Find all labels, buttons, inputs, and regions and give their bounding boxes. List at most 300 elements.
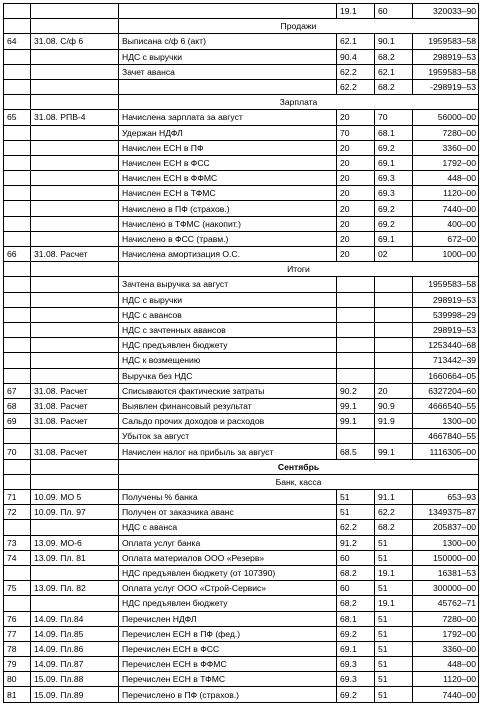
credit-account: 19.1 bbox=[375, 565, 413, 580]
journal-entry-row bbox=[4, 171, 479, 186]
entry-description: Выявлен финансовый результат bbox=[119, 398, 337, 413]
entry-amount: 713442–39 bbox=[413, 353, 479, 368]
entry-description: НДС предъявлен бюджету (от 107390) bbox=[119, 565, 337, 580]
entry-amount: 150000–00 bbox=[413, 550, 479, 565]
entry-amount: 1300–00 bbox=[413, 535, 479, 550]
entry-amount: 672–00 bbox=[413, 231, 479, 246]
entry-description: НДС с авансов bbox=[119, 307, 337, 322]
entry-description: Списываются фактические затраты bbox=[119, 383, 337, 398]
section-title: Зарплата bbox=[119, 95, 479, 110]
journal-entry-row bbox=[4, 64, 479, 79]
debit-account: 62.1 bbox=[337, 34, 375, 49]
entry-amount: 1120–00 bbox=[413, 672, 479, 687]
journal-entry-row bbox=[4, 353, 479, 368]
date-doc-cell bbox=[31, 19, 119, 34]
entry-description: НДС с выручки bbox=[119, 49, 337, 64]
section-title: Продажи bbox=[119, 19, 479, 34]
credit-account: 51 bbox=[375, 641, 413, 656]
entry-date-doc bbox=[31, 596, 119, 611]
entry-date-doc: 10.09. Пл. 97 bbox=[31, 505, 119, 520]
entry-date-doc bbox=[31, 125, 119, 140]
entry-description: Удержан НДФЛ bbox=[119, 125, 337, 140]
debit-account: 51 bbox=[337, 490, 375, 505]
debit-account: 60 bbox=[337, 581, 375, 596]
credit-account: 69.1 bbox=[375, 155, 413, 170]
credit-account: 90.9 bbox=[375, 398, 413, 413]
entry-description: НДС предъявлен бюджету bbox=[119, 596, 337, 611]
entry-number: 80 bbox=[4, 672, 31, 687]
journal-entry-row bbox=[4, 687, 479, 702]
entry-description: Начислен ЕСН в ФСС bbox=[119, 155, 337, 170]
credit-account: 91.1 bbox=[375, 490, 413, 505]
journal-entry-row bbox=[4, 368, 479, 383]
credit-account bbox=[375, 429, 413, 444]
entry-number: 78 bbox=[4, 641, 31, 656]
entry-number bbox=[4, 216, 31, 231]
entry-number bbox=[4, 565, 31, 580]
entry-number bbox=[4, 231, 31, 246]
entry-date-doc bbox=[31, 201, 119, 216]
entry-description: Оплата услуг банка bbox=[119, 535, 337, 550]
entry-number bbox=[4, 429, 31, 444]
entry-number bbox=[4, 4, 31, 19]
entry-amount: 1959583–58 bbox=[413, 34, 479, 49]
debit-account bbox=[337, 307, 375, 322]
debit-account: 20 bbox=[337, 110, 375, 125]
credit-account: 60 bbox=[375, 4, 413, 19]
debit-account: 68.2 bbox=[337, 596, 375, 611]
entry-date-doc bbox=[31, 292, 119, 307]
entry-date-doc: 31.08. С/ф 6 bbox=[31, 34, 119, 49]
credit-account: 51 bbox=[375, 657, 413, 672]
entry-date-doc bbox=[31, 429, 119, 444]
credit-account: 19.1 bbox=[375, 596, 413, 611]
debit-account: 69.2 bbox=[337, 626, 375, 641]
journal-entry-row bbox=[4, 596, 479, 611]
entry-amount: 7280–00 bbox=[413, 611, 479, 626]
debit-account bbox=[337, 338, 375, 353]
entry-description: Начислено в ФСС (травм.) bbox=[119, 231, 337, 246]
entry-date-doc bbox=[31, 520, 119, 535]
entry-amount: 400–00 bbox=[413, 216, 479, 231]
entry-date-doc bbox=[31, 79, 119, 94]
date-doc-cell bbox=[31, 459, 119, 474]
journal-entry-row bbox=[4, 641, 479, 656]
entry-number: 71 bbox=[4, 490, 31, 505]
debit-account: 51 bbox=[337, 505, 375, 520]
entry-number bbox=[4, 520, 31, 535]
journal-entry-row bbox=[4, 657, 479, 672]
journal-entry-row bbox=[4, 140, 479, 155]
entry-date-doc bbox=[31, 216, 119, 231]
entry-date-doc: 14.09. Пл.84 bbox=[31, 611, 119, 626]
credit-account: 51 bbox=[375, 581, 413, 596]
entry-date-doc bbox=[31, 4, 119, 19]
entry-amount: 1000–00 bbox=[413, 247, 479, 262]
entry-description: НДС предъявлен бюджету bbox=[119, 338, 337, 353]
journal-entry-row bbox=[4, 186, 479, 201]
num-cell bbox=[4, 262, 31, 277]
entry-amount: 56000–00 bbox=[413, 110, 479, 125]
section-header-row bbox=[4, 262, 479, 277]
entry-description: Оплата материалов ООО «Резерв» bbox=[119, 550, 337, 565]
entry-date-doc bbox=[31, 49, 119, 64]
credit-account: 20 bbox=[375, 383, 413, 398]
journal-entry-row bbox=[4, 231, 479, 246]
entry-amount: 1959583–58 bbox=[413, 64, 479, 79]
entry-amount: 3360–00 bbox=[413, 140, 479, 155]
entry-number bbox=[4, 155, 31, 170]
entry-number: 69 bbox=[4, 414, 31, 429]
entry-description bbox=[119, 79, 337, 94]
entry-description: Начислен ЕСН в ПФ bbox=[119, 140, 337, 155]
num-cell bbox=[4, 459, 31, 474]
credit-account: 51 bbox=[375, 550, 413, 565]
entry-amount: 6327204–60 bbox=[413, 383, 479, 398]
entry-number: 77 bbox=[4, 626, 31, 641]
date-doc-cell bbox=[31, 262, 119, 277]
entry-number bbox=[4, 125, 31, 140]
num-cell bbox=[4, 95, 31, 110]
entry-description: Начислен налог на прибыль за август bbox=[119, 444, 337, 459]
journal-entry-row bbox=[4, 490, 479, 505]
entry-description: Перечислен ЕСН в ТФМС bbox=[119, 672, 337, 687]
entry-date-doc bbox=[31, 277, 119, 292]
debit-account: 90.4 bbox=[337, 49, 375, 64]
ledger-body bbox=[4, 4, 479, 703]
entry-date-doc bbox=[31, 171, 119, 186]
entry-description: Перечислен НДФЛ bbox=[119, 611, 337, 626]
journal-entry-row bbox=[4, 4, 479, 19]
entry-date-doc: 13.09. МО-6 bbox=[31, 535, 119, 550]
entry-number bbox=[4, 171, 31, 186]
entry-amount: 1253440–68 bbox=[413, 338, 479, 353]
entry-amount: -298919–53 bbox=[413, 79, 479, 94]
entry-date-doc: 31.08. Расчет bbox=[31, 398, 119, 413]
entry-description: Сальдо прочих доходов и расходов bbox=[119, 414, 337, 429]
entry-amount: 1300–00 bbox=[413, 414, 479, 429]
entry-description: Перечислено в ПФ (страхов.) bbox=[119, 687, 337, 702]
entry-date-doc bbox=[31, 353, 119, 368]
section-header-row bbox=[4, 459, 479, 474]
credit-account: 99.1 bbox=[375, 444, 413, 459]
entry-amount: 1660664–05 bbox=[413, 368, 479, 383]
journal-entry-row bbox=[4, 550, 479, 565]
section-header-row bbox=[4, 95, 479, 110]
entry-number bbox=[4, 338, 31, 353]
debit-account: 62.2 bbox=[337, 64, 375, 79]
entry-number: 79 bbox=[4, 657, 31, 672]
credit-account: 02 bbox=[375, 247, 413, 262]
entry-description: Оплата услуг ООО «Строй-Сервис» bbox=[119, 581, 337, 596]
entry-description: Начислена амортизация О.С. bbox=[119, 247, 337, 262]
entry-date-doc: 31.08. Расчет bbox=[31, 444, 119, 459]
journal-entry-row bbox=[4, 322, 479, 337]
debit-account: 68.1 bbox=[337, 611, 375, 626]
entry-date-doc bbox=[31, 231, 119, 246]
debit-account: 69.3 bbox=[337, 657, 375, 672]
journal-entry-row bbox=[4, 398, 479, 413]
entry-description: Выручка без НДС bbox=[119, 368, 337, 383]
journal-entry-row bbox=[4, 155, 479, 170]
debit-account: 69.1 bbox=[337, 641, 375, 656]
entry-amount: 3360–00 bbox=[413, 641, 479, 656]
debit-account: 91.2 bbox=[337, 535, 375, 550]
entry-number: 68 bbox=[4, 398, 31, 413]
entry-date-doc: 10.09. МО 5 bbox=[31, 490, 119, 505]
entry-number: 74 bbox=[4, 550, 31, 565]
entry-date-doc bbox=[31, 322, 119, 337]
entry-number bbox=[4, 292, 31, 307]
entry-date-doc: 31.08. РПВ-4 bbox=[31, 110, 119, 125]
debit-account: 99.1 bbox=[337, 398, 375, 413]
entry-description bbox=[119, 4, 337, 19]
credit-account: 70 bbox=[375, 110, 413, 125]
entry-description: Начислен ЕСН в ТФМС bbox=[119, 186, 337, 201]
entry-amount: 7280–00 bbox=[413, 125, 479, 140]
debit-account bbox=[337, 368, 375, 383]
journal-entry-row bbox=[4, 338, 479, 353]
debit-account: 20 bbox=[337, 216, 375, 231]
entry-number: 66 bbox=[4, 247, 31, 262]
entry-description: Получен от заказчика аванс bbox=[119, 505, 337, 520]
num-cell bbox=[4, 19, 31, 34]
entry-date-doc bbox=[31, 64, 119, 79]
entry-amount: 539998–29 bbox=[413, 307, 479, 322]
entry-number bbox=[4, 322, 31, 337]
entry-amount: 1792–00 bbox=[413, 155, 479, 170]
entry-date-doc bbox=[31, 140, 119, 155]
entry-amount: 4667840–55 bbox=[413, 429, 479, 444]
entry-description: НДС с выручки bbox=[119, 292, 337, 307]
credit-account: 51 bbox=[375, 611, 413, 626]
journal-entry-row bbox=[4, 626, 479, 641]
credit-account: 69.2 bbox=[375, 201, 413, 216]
credit-account bbox=[375, 277, 413, 292]
credit-account: 51 bbox=[375, 626, 413, 641]
entry-date-doc: 15.09. Пл.88 bbox=[31, 672, 119, 687]
entry-number bbox=[4, 79, 31, 94]
entry-number bbox=[4, 186, 31, 201]
debit-account: 20 bbox=[337, 155, 375, 170]
section-header-row bbox=[4, 19, 479, 34]
debit-account bbox=[337, 292, 375, 307]
entry-amount: 298919–53 bbox=[413, 322, 479, 337]
entry-amount: 45762–71 bbox=[413, 596, 479, 611]
entry-description: Зачет аванса bbox=[119, 64, 337, 79]
entry-date-doc bbox=[31, 565, 119, 580]
entry-number: 65 bbox=[4, 110, 31, 125]
entry-description: Перечислен ЕСН в ФФМС bbox=[119, 657, 337, 672]
entry-date-doc: 13.09. Пл. 81 bbox=[31, 550, 119, 565]
journal-entry-row bbox=[4, 34, 479, 49]
credit-account bbox=[375, 292, 413, 307]
debit-account: 19.1 bbox=[337, 4, 375, 19]
debit-account: 90.2 bbox=[337, 383, 375, 398]
debit-account: 20 bbox=[337, 186, 375, 201]
credit-account: 62.1 bbox=[375, 64, 413, 79]
entry-amount: 1349375–87 bbox=[413, 505, 479, 520]
entry-date-doc: 14.09. Пл.86 bbox=[31, 641, 119, 656]
entry-amount: 16381–53 bbox=[413, 565, 479, 580]
debit-account: 68.2 bbox=[337, 565, 375, 580]
entry-description: Начислен ЕСН в ФФМС bbox=[119, 171, 337, 186]
entry-description: Выписана с/ф 6 (акт) bbox=[119, 34, 337, 49]
entry-description: Начислено в ПФ (страхов.) bbox=[119, 201, 337, 216]
credit-account: 62.2 bbox=[375, 505, 413, 520]
entry-number bbox=[4, 140, 31, 155]
credit-account: 69.3 bbox=[375, 186, 413, 201]
debit-account: 69.3 bbox=[337, 672, 375, 687]
ledger-table bbox=[3, 3, 479, 703]
credit-account: 68.2 bbox=[375, 79, 413, 94]
credit-account bbox=[375, 307, 413, 322]
entry-description: Убыток за август bbox=[119, 429, 337, 444]
debit-account: 20 bbox=[337, 247, 375, 262]
credit-account: 69.2 bbox=[375, 140, 413, 155]
journal-entry-row bbox=[4, 277, 479, 292]
entry-number: 72 bbox=[4, 505, 31, 520]
entry-amount: 7440–00 bbox=[413, 687, 479, 702]
entry-description: Получены % банка bbox=[119, 490, 337, 505]
entry-description: Перечислен ЕСН в ПФ (фед.) bbox=[119, 626, 337, 641]
journal-entry-row bbox=[4, 535, 479, 550]
journal-entry-row bbox=[4, 520, 479, 535]
entry-number bbox=[4, 64, 31, 79]
entry-description: Зачтена выручка за август bbox=[119, 277, 337, 292]
credit-account bbox=[375, 338, 413, 353]
debit-account: 68.5 bbox=[337, 444, 375, 459]
credit-account: 90.1 bbox=[375, 34, 413, 49]
credit-account bbox=[375, 353, 413, 368]
entry-amount: 448–00 bbox=[413, 657, 479, 672]
entry-date-doc: 31.08. Расчет bbox=[31, 414, 119, 429]
entry-number: 76 bbox=[4, 611, 31, 626]
journal-entry-row bbox=[4, 565, 479, 580]
credit-account: 68.2 bbox=[375, 49, 413, 64]
entry-amount: 1959583–58 bbox=[413, 277, 479, 292]
debit-account: 99.1 bbox=[337, 414, 375, 429]
section-title: Сентябрь bbox=[119, 459, 479, 474]
entry-amount: 448–00 bbox=[413, 171, 479, 186]
date-doc-cell bbox=[31, 474, 119, 489]
entry-number bbox=[4, 596, 31, 611]
credit-account: 51 bbox=[375, 672, 413, 687]
journal-entry-row bbox=[4, 49, 479, 64]
entry-amount: 205837–00 bbox=[413, 520, 479, 535]
debit-account: 20 bbox=[337, 231, 375, 246]
section-title: Банк, касса bbox=[119, 474, 479, 489]
entry-amount: 1792–00 bbox=[413, 626, 479, 641]
entry-amount: 300000–00 bbox=[413, 581, 479, 596]
journal-entry-row bbox=[4, 79, 479, 94]
entry-description: НДС с зачтенных авансов bbox=[119, 322, 337, 337]
entry-date-doc: 14.09. Пл.85 bbox=[31, 626, 119, 641]
debit-account bbox=[337, 322, 375, 337]
entry-date-doc bbox=[31, 307, 119, 322]
entry-description: Перечислен ЕСН в ФСС bbox=[119, 641, 337, 656]
entry-number: 70 bbox=[4, 444, 31, 459]
journal-entry-row bbox=[4, 444, 479, 459]
debit-account: 70 bbox=[337, 125, 375, 140]
debit-account: 60 bbox=[337, 550, 375, 565]
entry-number bbox=[4, 49, 31, 64]
journal-entry-row bbox=[4, 292, 479, 307]
credit-account: 69.3 bbox=[375, 171, 413, 186]
entry-date-doc: 31.08. Расчет bbox=[31, 247, 119, 262]
journal-entry-row bbox=[4, 201, 479, 216]
entry-amount: 653–93 bbox=[413, 490, 479, 505]
entry-number: 75 bbox=[4, 581, 31, 596]
debit-account bbox=[337, 353, 375, 368]
journal-entry-row bbox=[4, 429, 479, 444]
entry-number bbox=[4, 307, 31, 322]
entry-number: 81 bbox=[4, 687, 31, 702]
entry-description: НДС с аванса bbox=[119, 520, 337, 535]
credit-account: 69.1 bbox=[375, 231, 413, 246]
entry-description: Начислена зарплата за август bbox=[119, 110, 337, 125]
debit-account: 62.2 bbox=[337, 79, 375, 94]
debit-account bbox=[337, 277, 375, 292]
credit-account: 91.9 bbox=[375, 414, 413, 429]
entry-number: 67 bbox=[4, 383, 31, 398]
entry-amount: 320033–90 bbox=[413, 4, 479, 19]
entry-amount: 1120–00 bbox=[413, 186, 479, 201]
entry-amount: 298919–53 bbox=[413, 49, 479, 64]
entry-date-doc bbox=[31, 338, 119, 353]
debit-account bbox=[337, 429, 375, 444]
num-cell bbox=[4, 474, 31, 489]
entry-amount: 1116305–00 bbox=[413, 444, 479, 459]
entry-number bbox=[4, 201, 31, 216]
entry-date-doc bbox=[31, 368, 119, 383]
journal-entry-row bbox=[4, 581, 479, 596]
section-header-row bbox=[4, 474, 479, 489]
entry-number bbox=[4, 368, 31, 383]
entry-date-doc: 13.09. Пл. 82 bbox=[31, 581, 119, 596]
credit-account bbox=[375, 322, 413, 337]
entry-description: НДС к возмещению bbox=[119, 353, 337, 368]
journal-entry-row bbox=[4, 216, 479, 231]
section-title: Итоги bbox=[119, 262, 479, 277]
entry-number: 64 bbox=[4, 34, 31, 49]
debit-account: 69.2 bbox=[337, 687, 375, 702]
credit-account: 68.2 bbox=[375, 520, 413, 535]
debit-account: 20 bbox=[337, 201, 375, 216]
entry-amount: 4666540–55 bbox=[413, 398, 479, 413]
entry-number: 73 bbox=[4, 535, 31, 550]
journal-entry-row bbox=[4, 414, 479, 429]
credit-account: 69.2 bbox=[375, 216, 413, 231]
date-doc-cell bbox=[31, 95, 119, 110]
journal-entry-row bbox=[4, 307, 479, 322]
entry-date-doc: 15.09. Пл.89 bbox=[31, 687, 119, 702]
entry-date-doc bbox=[31, 155, 119, 170]
debit-account: 62.2 bbox=[337, 520, 375, 535]
credit-account: 51 bbox=[375, 687, 413, 702]
journal-entry-row bbox=[4, 247, 479, 262]
credit-account: 68.1 bbox=[375, 125, 413, 140]
entry-date-doc bbox=[31, 186, 119, 201]
journal-entry-row bbox=[4, 110, 479, 125]
journal-entry-row bbox=[4, 125, 479, 140]
entry-description: Начислено в ТФМС (накопит.) bbox=[119, 216, 337, 231]
entry-date-doc: 31.08. Расчет bbox=[31, 383, 119, 398]
debit-account: 20 bbox=[337, 171, 375, 186]
debit-account: 20 bbox=[337, 140, 375, 155]
journal-entry-row bbox=[4, 672, 479, 687]
entry-amount: 7440–00 bbox=[413, 201, 479, 216]
